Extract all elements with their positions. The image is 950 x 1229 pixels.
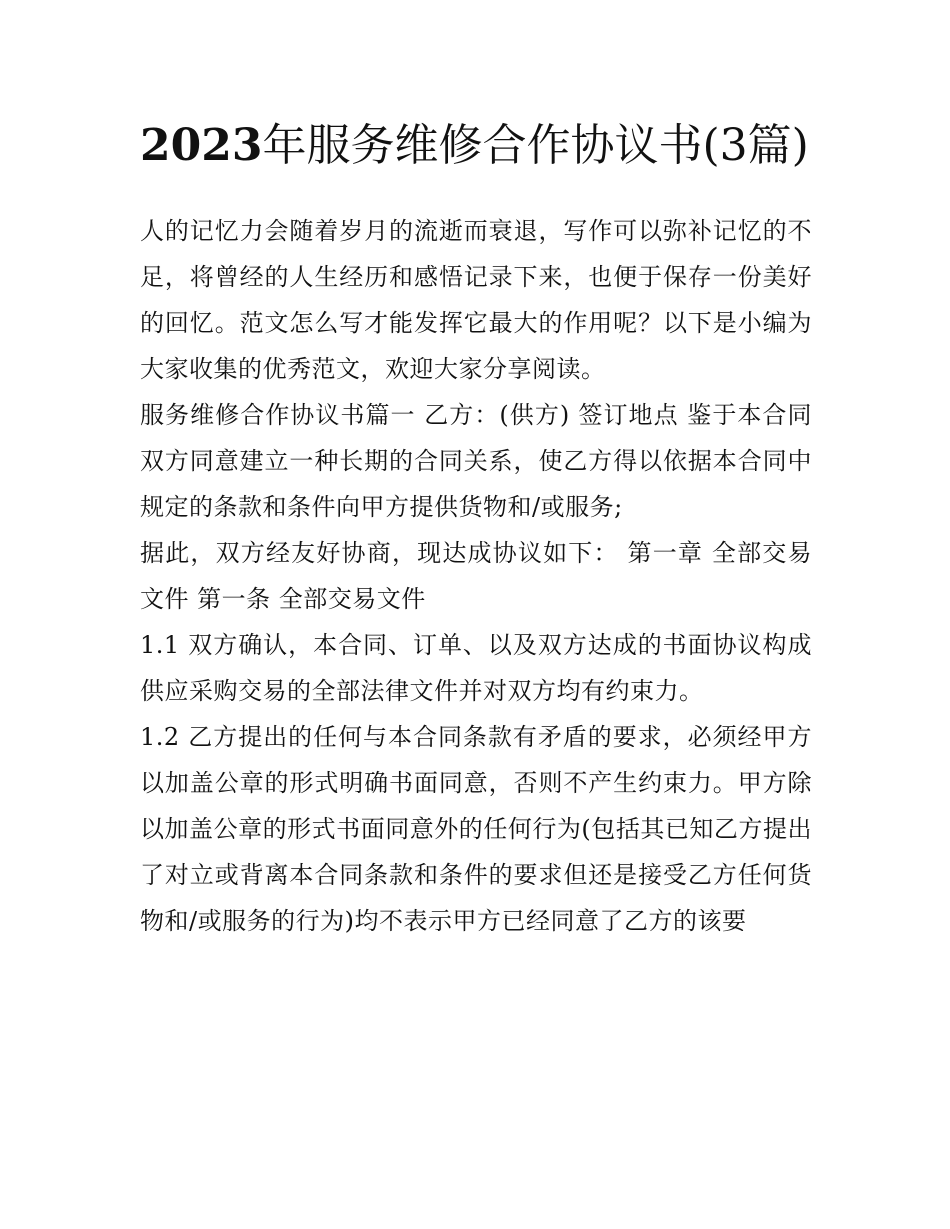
clause-1-1-paragraph: 1.1 双方确认，本合同、订单、以及双方达成的书面协议构成供应采购交易的全部法律文件并对双方均有约束力。 [140,631,812,705]
document-title [140,112,812,180]
document-page [140,112,812,944]
title-text: 年服务维修合作协议书(3篇) [262,120,809,171]
chapter-heading-paragraph: 据此，双方经友好协商，现达成协议如下： 第一章 全部交易文件 第一条 全部交易文件 [140,539,812,613]
intro-paragraph: 人的记忆力会随着岁月的流逝而衰退，写作可以弥补记忆的不足，将曾经的人生经历和感悟记录下来，也便于保存一份美好的回忆。范文怎么写才能发挥它最大的作用呢？以下是小编为大家收集的优秀范文，欢迎大家分享阅读。 [140,217,812,383]
title-year: 2023 [140,120,263,171]
clause-1-2-paragraph: 1.2 乙方提出的任何与本合同条款有矛盾的要求，必须经甲方以加盖公章的形式明确书面同意，否则不产生约束力。甲方除以加盖公章的形式书面同意外的任何行为(包括其已知乙方提出了对立或背离本合同条款和条件的要求但还是接受乙方任何货物和/或服务的行为)均不表示甲方已经同意了乙方的该要 [140,723,812,935]
agreement-preamble-paragraph: 服务维修合作协议书篇一 乙方：(供方) 签订地点 鉴于本合同双方同意建立一种长期的合同关系，使乙方得以依据本合同中规定的条款和条件向甲方提供货物和/或服务; [140,401,812,521]
